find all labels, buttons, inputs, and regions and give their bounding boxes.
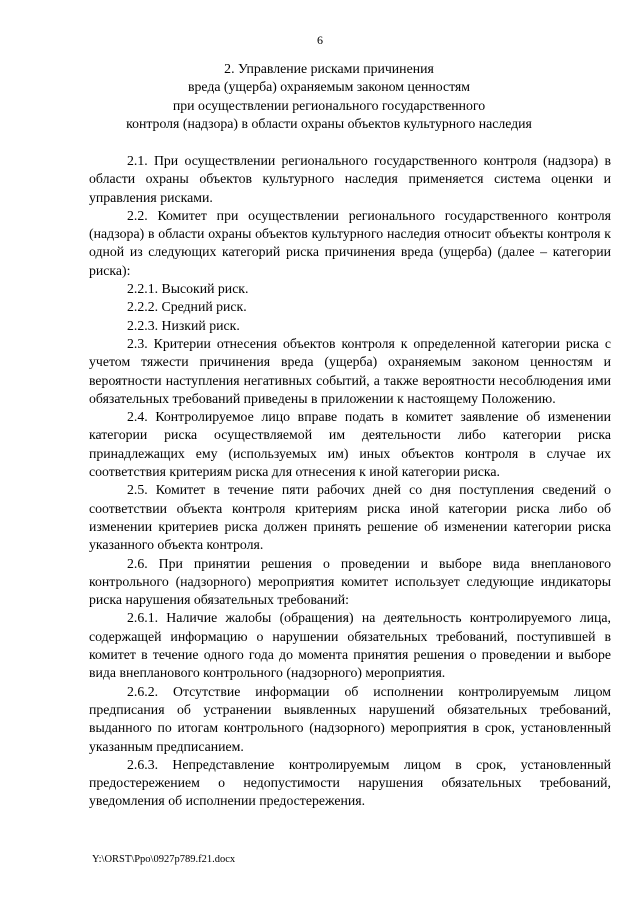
- paragraph-2-2-1: 2.2.1. Высокий риск.: [127, 281, 249, 297]
- page-number: 6: [317, 33, 323, 47]
- heading-line: контроля (надзора) в области охраны объектов культурного наследия: [126, 115, 532, 131]
- paragraph-2-2-3: 2.2.3. Низкий риск.: [127, 317, 240, 333]
- paragraph-2-5: 2.5. Комитет в течение пяти рабочих дней со дня поступления сведений о соответствии объекта контроля критериям риска иной категории риска либо об изменении критериев риска должен принять решение об изменении категории риска указанного объекта контроля.: [89, 482, 611, 553]
- paragraph-2-6-2: 2.6.2. Отсутствие информации об исполнении контролируемым лицом предписания об устранении выявленных нарушений обязательных требований, выданного по итогам контрольного (надзорного) мероприятия в срок, установленный указанным предписанием.: [89, 683, 611, 754]
- heading-line: при осуществлении регионального государственного: [172, 97, 486, 113]
- document-body: [89, 152, 611, 811]
- section-heading: [108, 60, 550, 133]
- paragraph-2-2-2: 2.2.2. Средний риск.: [127, 299, 247, 315]
- paragraph-2-2: 2.2. Комитет при осуществлении регионального государственного контроля (надзора) в области охраны объектов культурного наследия относит объекты контроля к одной из следующих категорий риска причинения вреда (ущерба) (далее – категории риска):: [89, 207, 611, 278]
- file-path-footer: Y:\ORST\Ppo\0927p789.f21.docx: [92, 854, 236, 865]
- paragraph-2-6-3: 2.6.3. Непредставление контролируемым лицом в срок, установленный предостережением о недопустимости нарушения обязательных требований, уведомления об исполнении предостережения.: [89, 756, 611, 809]
- paragraph-2-4: 2.4. Контролируемое лицо вправе подать в комитет заявление об изменении категории риска осуществляемой им деятельности либо категории риска принадлежащих ему (используемых им) иных объектов контроля в случае их соответствия критериям риска для отнесения к иной категории риска.: [89, 409, 611, 480]
- heading-line: 2. Управление рисками причинения: [224, 61, 434, 76]
- paragraph-2-6-1: 2.6.1. Наличие жалобы (обращения) на деятельность контролируемого лица, содержащей информацию о нарушении обязательных требований, поступившей в комитет в течение одного года до момента принятия решения о проведении и выборе вида внепланового контрольного (надзорного) мероприятия.: [89, 610, 611, 681]
- paragraph-2-1: 2.1. При осуществлении регионального государственного контроля (надзора) в области охраны объектов культурного наследия применяется система оценки и управления рисками.: [89, 153, 611, 205]
- heading-line: вреда (ущерба) охраняемым законом ценностям: [187, 79, 471, 95]
- paragraph-2-6: 2.6. При принятии решения о проведении и выборе вида внепланового контрольного (надзорного) мероприятия комитет использует следующие индикаторы риска нарушения обязательных требований:: [89, 555, 611, 608]
- paragraph-2-3: 2.3. Критерии отнесения объектов контроля к определенной категории риска с учетом тяжести причинения вреда (ущерба) охраняемым законом ценностям и вероятности наступления негативных событий, а также вероятности несоблюдения ими обязательных требований приведены в приложении к настоящему Положению.: [89, 335, 611, 406]
